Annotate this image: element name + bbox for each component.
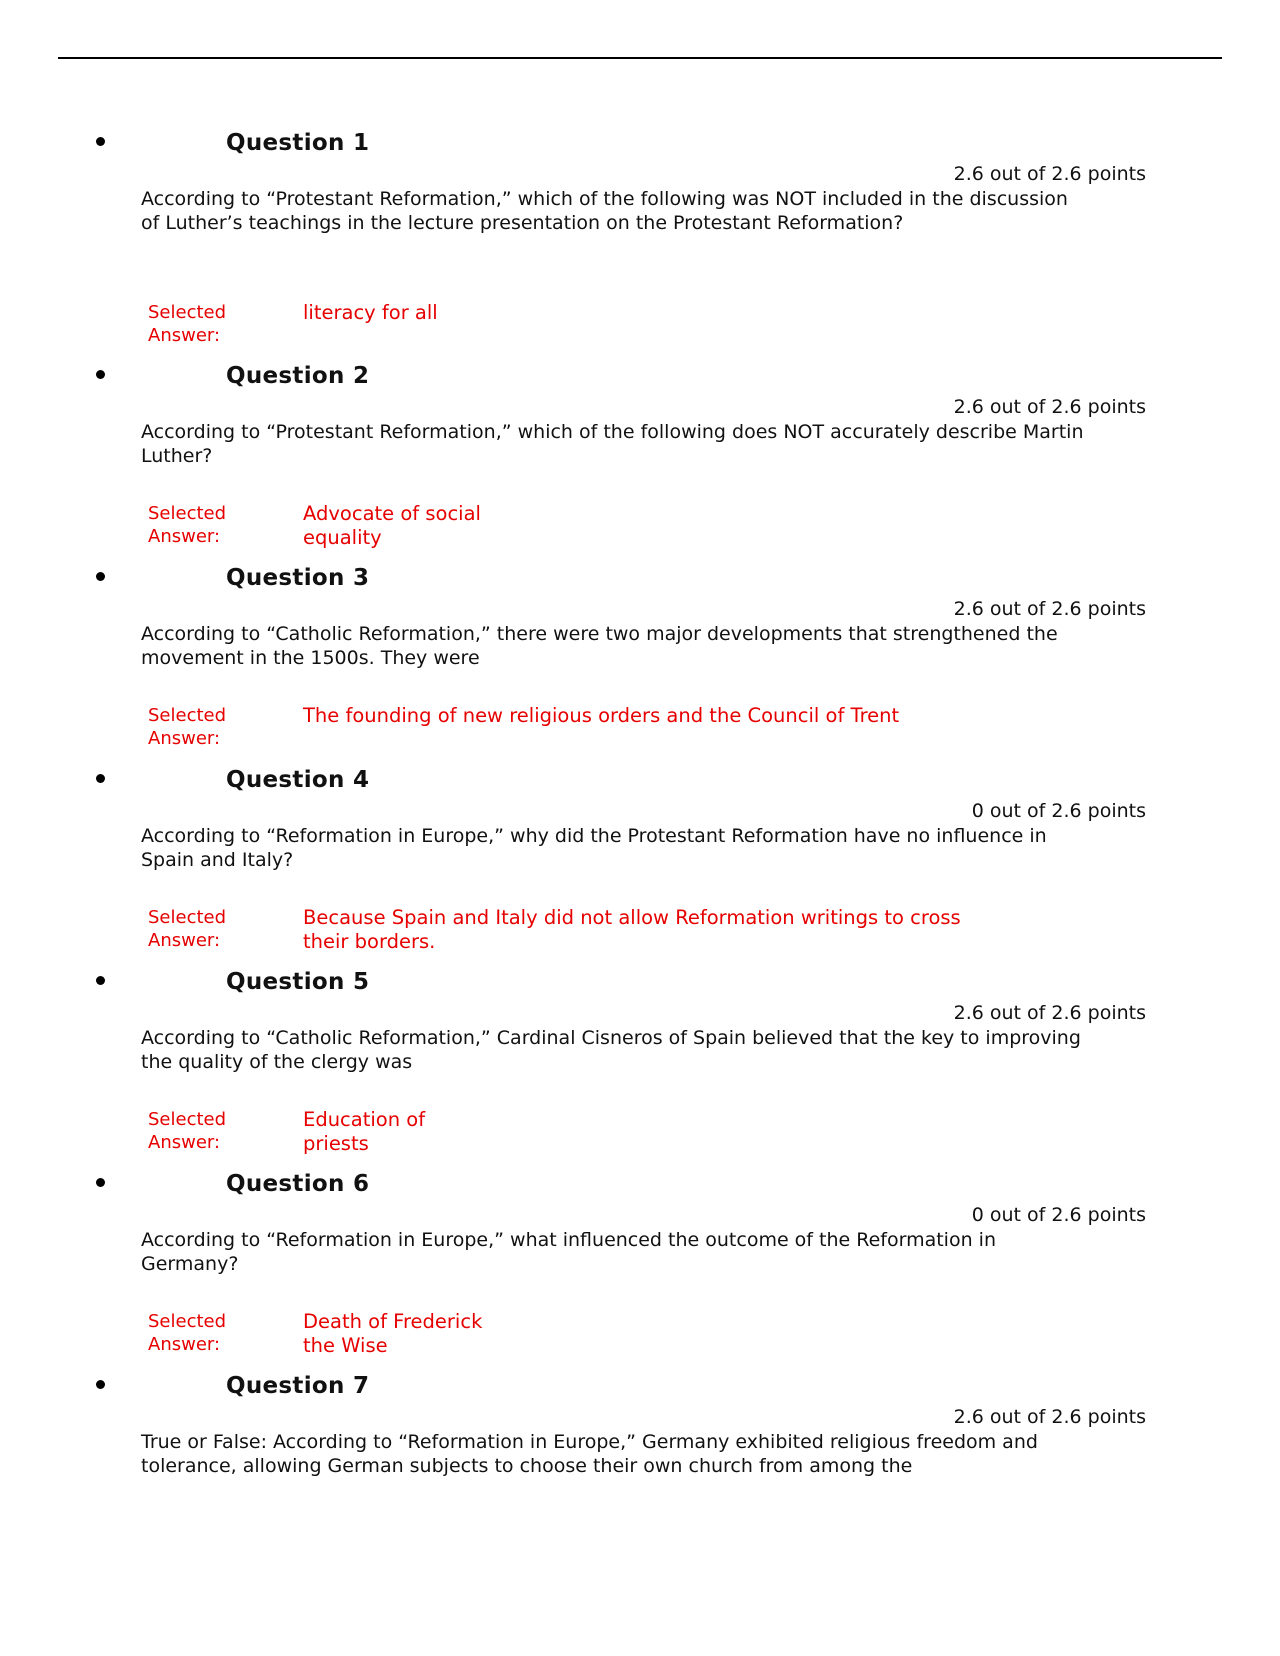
question-points: 2.6 out of 2.6 points [953, 1002, 1146, 1024]
bullet-icon [96, 1178, 105, 1187]
bullet-icon [96, 572, 105, 581]
question-points: 2.6 out of 2.6 points [953, 598, 1146, 620]
question-text: According to “Reformation in Europe,” why did the Protestant Reformation have no influence in Spain and Italy? [141, 825, 1047, 871]
question-text: According to “Protestant Reformation,” which of the following was NOT included in the discussion of Luther’s teachings in the lecture presentation on the Protestant Reformation? [141, 188, 1068, 234]
question-points: 2.6 out of 2.6 points [953, 163, 1146, 185]
question-title: Question 7 [226, 1373, 370, 1399]
selected-answer: Advocate of social equality [303, 502, 481, 549]
question-points: 2.6 out of 2.6 points [953, 1406, 1146, 1428]
question-text: True or False: According to “Reformation in Europe,” Germany exhibited religious freedom and tolerance, allowing German subjects to choose their own church from among the [141, 1431, 1038, 1477]
question-text: According to “Catholic Reformation,” Cardinal Cisneros of Spain believed that the key to improving the quality of the clergy was [141, 1027, 1081, 1073]
question-points: 2.6 out of 2.6 points [953, 396, 1146, 418]
selected-answer: Death of Frederick the Wise [303, 1310, 483, 1357]
selected-answer-label: Selected Answer: [148, 907, 227, 951]
question-title: Question 1 [226, 130, 370, 156]
selected-answer-label: Selected Answer: [148, 1311, 227, 1355]
bullet-icon [96, 137, 105, 146]
selected-answer-label: Selected Answer: [148, 503, 227, 547]
bullet-icon [96, 370, 105, 379]
question-text: According to “Catholic Reformation,” there were two major developments that strengthened the movement in the 1500s. They were [141, 623, 1058, 669]
question-points: 0 out of 2.6 points [971, 1204, 1146, 1226]
question-title: Question 3 [226, 565, 370, 591]
question-title: Question 4 [226, 767, 370, 793]
selected-answer-label: Selected Answer: [148, 1109, 227, 1153]
question-text: According to “Protestant Reformation,” which of the following does NOT accurately describe Martin Luther? [141, 421, 1084, 467]
question-title: Question 5 [226, 969, 370, 995]
question-title: Question 6 [226, 1171, 370, 1197]
selected-answer-label: Selected Answer: [148, 705, 227, 749]
selected-answer-label: Selected Answer: [148, 302, 227, 346]
question-points: 0 out of 2.6 points [971, 800, 1146, 822]
selected-answer: The founding of new religious orders and the Council of Trent [303, 704, 900, 727]
selected-answer: Because Spain and Italy did not allow Reformation writings to cross their borders. [303, 906, 961, 953]
bullet-icon [96, 774, 105, 783]
top-divider [58, 57, 1222, 59]
question-title: Question 2 [226, 363, 370, 389]
bullet-icon [96, 1380, 105, 1389]
selected-answer: Education of priests [303, 1108, 426, 1155]
bullet-icon [96, 976, 105, 985]
selected-answer: literacy for all [303, 301, 438, 324]
question-text: According to “Reformation in Europe,” what influenced the outcome of the Reformation in Germany? [141, 1229, 996, 1275]
